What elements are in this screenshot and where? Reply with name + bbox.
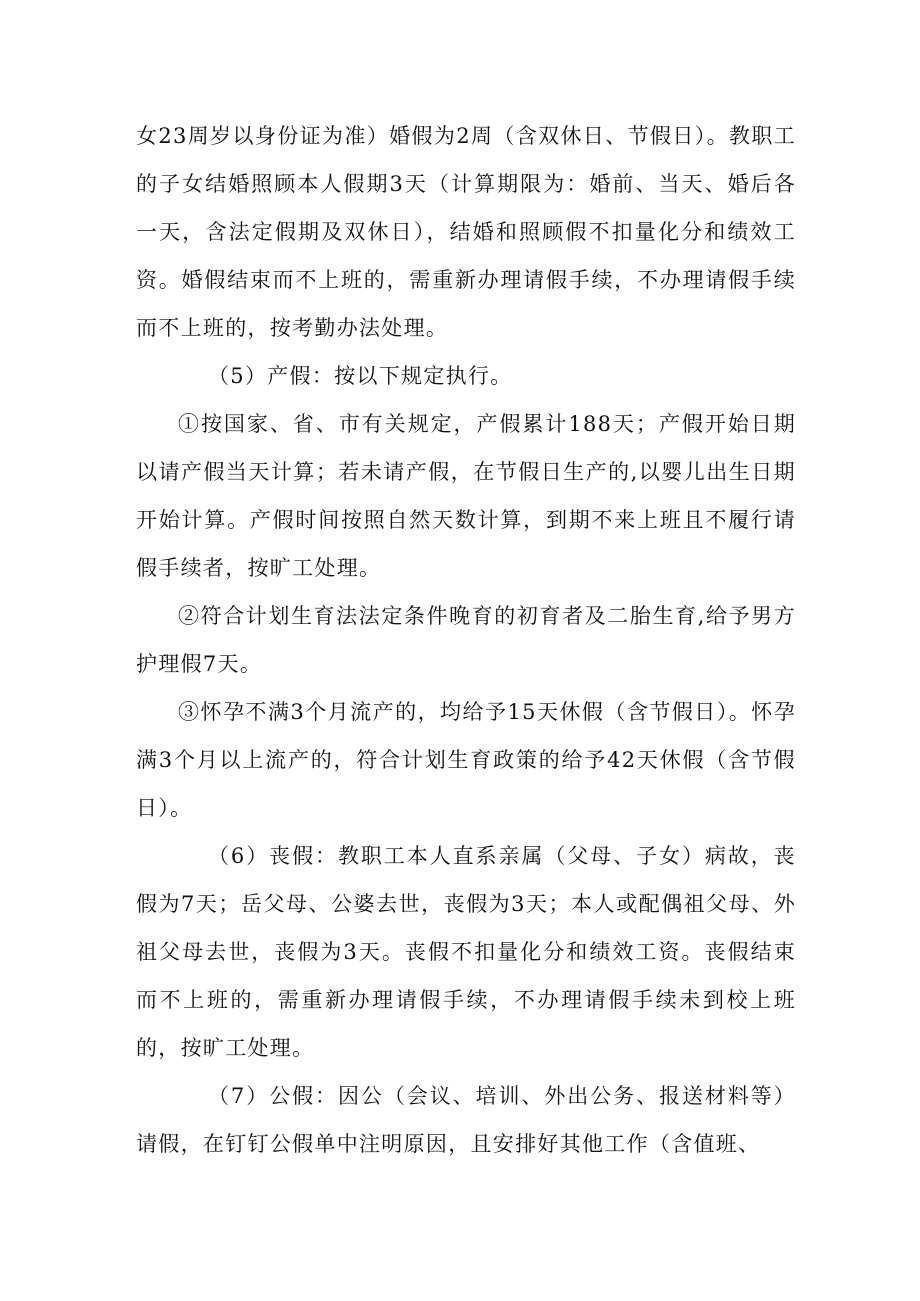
paragraph-maternity-leave-heading: （5）产假：按以下规定执行。 (208, 364, 513, 388)
paragraph-maternity-rule-1: ①按国家、省、市有关规定，产假累计188天；产假开始日期以请产假当天计算；若未请产假，在节假日生产的,以婴儿出生日期开始计算。产假时间按照自然天数计算，到期不来上班且不履行请假手续者，按旷工处理。 (136, 412, 796, 580)
paragraph-bereavement-leave: （6）丧假：教职工本人直系亲属（父母、子女）病故，丧假为7天；岳父母、公婆去世，丧假为3天；本人或配偶祖父母、外祖父母去世，丧假为3天。丧假不扣量化分和绩效工资。丧假结束而不上班的，需重新办理请假手续，不办理请假手续未到校上班的，按旷工处理。 (136, 844, 796, 1060)
document-body (136, 112, 796, 1168)
paragraph-official-leave: （7）公假：因公（会议、培训、外出公务、报送材料等）请假，在钉钉公假单中注明原因，且安排好其他工作（含值班、 (136, 1084, 796, 1156)
paragraph-maternity-rule-3: ③怀孕不满3个月流产的，均给予15天休假（含节假日）。怀孕满3个月以上流产的，符合计划生育政策的给予42天休假（含节假日）。 (136, 700, 796, 820)
paragraph-maternity-rule-2: ②符合计划生育法法定条件晚育的初育者及二胎生育,给予男方护理假7天。 (136, 604, 796, 676)
paragraph-marriage-leave-continued: 女23周岁以身份证为准）婚假为2周（含双休日、节假日）。教职工的子女结婚照顾本人假期3天（计算期限为：婚前、当天、婚后各一天，含法定假期及双休日），结婚和照顾假不扣量化分和绩效工资。婚假结束而不上班的，需重新办理请假手续，不办理请假手续而不上班的，按考勤办法处理。 (136, 124, 796, 340)
